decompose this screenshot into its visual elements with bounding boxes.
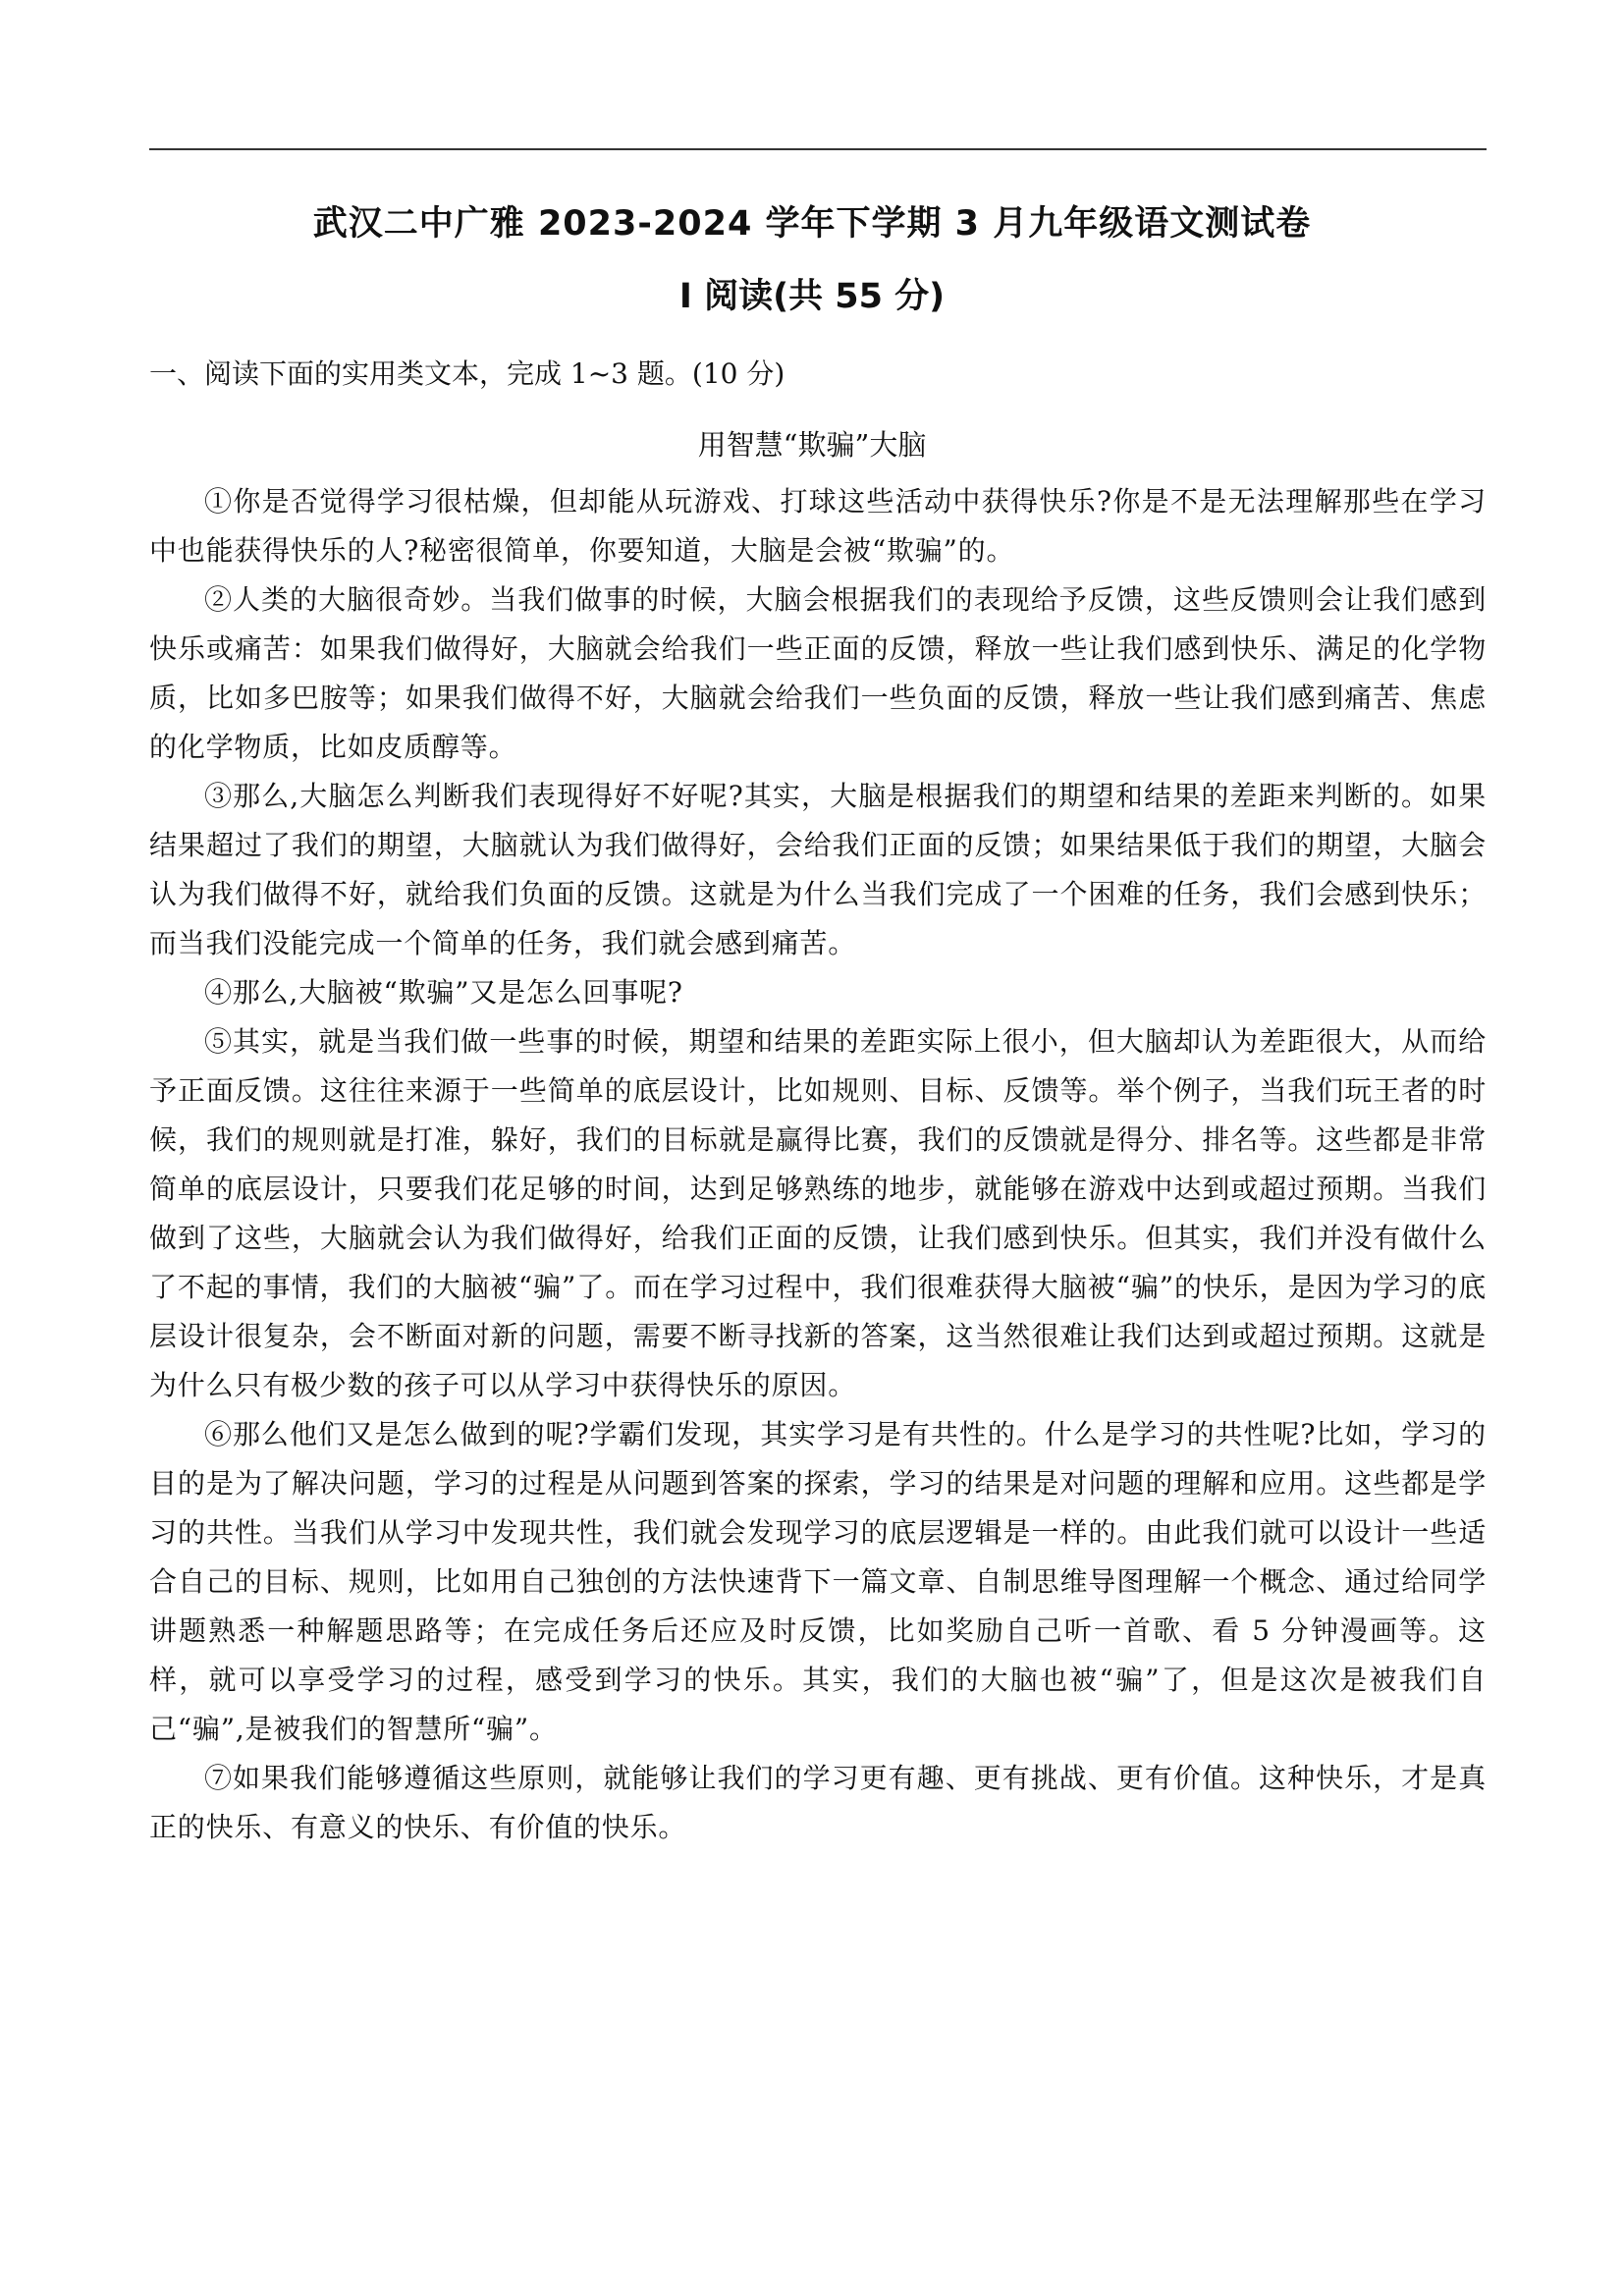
paragraph-7: ⑦如果我们能够遵循这些原则，就能够让我们的学习更有趣、更有挑战、更有价值。这种快乐，才是真正的快乐、有意义的快乐、有价值的快乐。 (149, 1762, 1487, 1843)
section-title: Ⅰ 阅读(共 55 分) (678, 277, 946, 316)
paragraph-3: ③那么,大脑怎么判断我们表现得好不好呢?其实，大脑是根据我们的期望和结果的差距来判断的。如果结果超过了我们的期望，大脑就认为我们做得好，会给我们正面的反馈；如果结果低于我们的期望，大脑会认为我们做得不好，就给我们负面的反馈。这就是为什么当我们完成了一个困难的任务，我们会感到快乐；而当我们没能完成一个简单的任务，我们就会感到痛苦。 (149, 780, 1487, 959)
paragraph-6: ⑥那么他们又是怎么做到的呢?学霸们发现，其实学习是有共性的。什么是学习的共性呢?比如，学习的目的是为了解决问题，学习的过程是从问题到答案的探索，学习的结果是对问题的理解和应用。这些都是学习的共性。当我们从学习中发现共性，我们就会发现学习的底层逻辑是一样的。由此我们就可以设计一些适合自己的目标、规则，比如用自己独创的方法快速背下一篇文章、自制思维导图理解一个概念、通过给同学讲题熟悉一种解题思路等；在完成任务后还应及时反馈，比如奖励自己听一首歌、看 5 分钟漫画等。这样，就可以享受学习的过程，感受到学习的快乐。其实，我们的大脑也被“骗”了，但是这次是被我们自己“骗”,是被我们的智慧所“骗”。 (149, 1418, 1487, 1745)
question-intro: 一、阅读下面的实用类文本，完成 1~3 题。(10 分) (149, 357, 785, 390)
article-title: 用智慧“欺骗”大脑 (697, 428, 927, 462)
paragraph-4: ④那么,大脑被“欺骗”又是怎么回事呢? (204, 976, 683, 1009)
exam-title: 武汉二中广雅 2023-2024 学年下学期 3 月九年级语文测试卷 (312, 204, 1312, 244)
paragraph-2: ②人类的大脑很奇妙。当我们做事的时候，大脑会根据我们的表现给予反馈，这些反馈则会让我们感到快乐或痛苦：如果我们做得好，大脑就会给我们一些正面的反馈，释放一些让我们感到快乐、满足的化学物质，比如多巴胺等；如果我们做得不好，大脑就会给我们一些负面的反馈，释放一些让我们感到痛苦、焦虑的化学物质，比如皮质醇等。 (149, 583, 1487, 763)
paragraph-5: ⑤其实，就是当我们做一些事的时候，期望和结果的差距实际上很小，但大脑却认为差距很大，从而给予正面反馈。这往往来源于一些简单的底层设计，比如规则、目标、反馈等。举个例子，当我们玩王者的时候，我们的规则就是打准，躲好，我们的目标就是赢得比赛，我们的反馈就是得分、排名等。这些都是非常简单的底层设计，只要我们花足够的时间，达到足够熟练的地步，就能够在游戏中达到或超过预期。当我们做到了这些，大脑就会认为我们做得好，给我们正面的反馈，让我们感到快乐。但其实，我们并没有做什么了不起的事情，我们的大脑被“骗”了。而在学习过程中，我们很难获得大脑被“骗”的快乐，是因为学习的底层设计很复杂，会不断面对新的问题，需要不断寻找新的答案，这当然很难让我们达到或超过预期。这就是为什么只有极少数的孩子可以从学习中获得快乐的原因。 (149, 1025, 1487, 1401)
paragraph-1: ①你是否觉得学习很枯燥，但却能从玩游戏、打球这些活动中获得快乐?你是不是无法理解那些在学习中也能获得快乐的人?秘密很简单，你要知道，大脑是会被“欺骗”的。 (149, 485, 1487, 567)
article-body (149, 477, 1487, 1852)
header-rule (149, 148, 1487, 150)
